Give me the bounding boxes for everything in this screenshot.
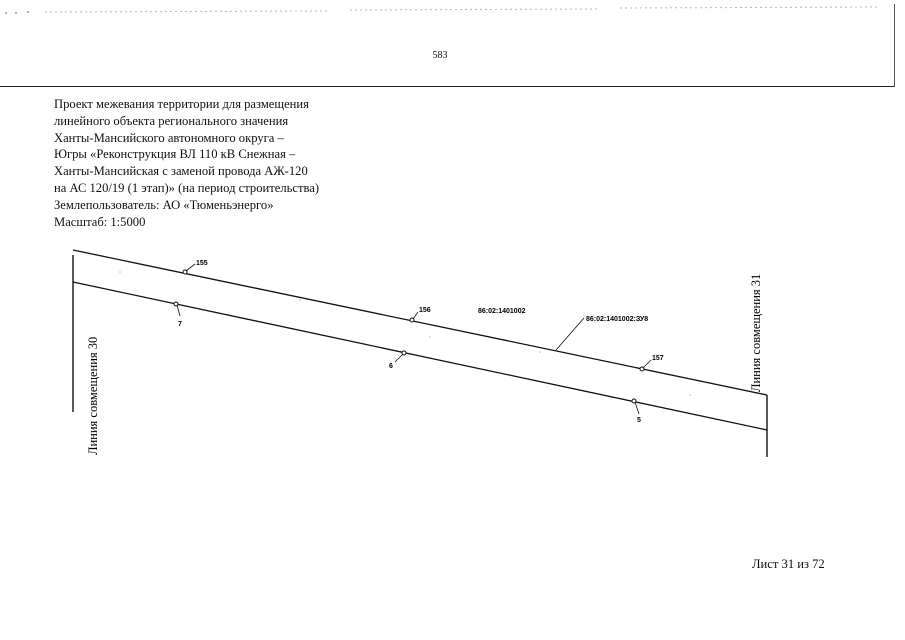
title-line-3: Ханты-Мансийского автономного округа – (54, 130, 284, 145)
title-line-6: на АС 120/19 (1 этап)» (на период строительства) (54, 180, 320, 195)
boundary-point-7-leader (177, 305, 180, 316)
title-line-2: линейного объекта регионального значения (54, 113, 289, 128)
page-number: 583 (432, 50, 448, 61)
cadastral-quarter-label: 86:02:1401002 (478, 308, 526, 315)
sheet-number: Лист 31 из 72 (752, 557, 825, 571)
title-line-1: Проект межевания территории для размещения (54, 97, 309, 111)
title-line-4: Югры «Реконструкция ВЛ 110 кВ Снежная – (54, 147, 296, 162)
title-line-5: Ханты-Мансийская с заменой провода АЖ-120 (54, 164, 308, 179)
boundary-point-156-label: 156 (419, 307, 431, 314)
match-line-right-label: Линия совмещения 31 (749, 273, 763, 392)
scan-specks (119, 271, 691, 396)
boundary-point-6-label: 6 (389, 363, 393, 370)
land-user-line: Землепользователь: АО «Тюменьэнерго» (54, 197, 274, 212)
boundary-point-5-label: 5 (637, 417, 641, 424)
boundary-point-155-label: 155 (196, 260, 208, 267)
match-line-left-label: Линия совмещения 30 (86, 336, 100, 455)
boundary-point-156-leader (413, 312, 418, 319)
parcel-label: 86:02:1401002:ЗУ8 (586, 316, 649, 323)
boundary-point-7-label: 7 (178, 321, 182, 328)
parcel-leader (556, 318, 584, 350)
boundary-point-157-label: 157 (652, 355, 664, 362)
boundary-point-6-leader (395, 354, 403, 362)
boundary-point-157-leader (643, 360, 651, 368)
boundary-point-5-leader (635, 402, 639, 414)
scale-line: Масштаб: 1:5000 (54, 214, 146, 229)
boundary-point-155-leader (186, 264, 195, 271)
